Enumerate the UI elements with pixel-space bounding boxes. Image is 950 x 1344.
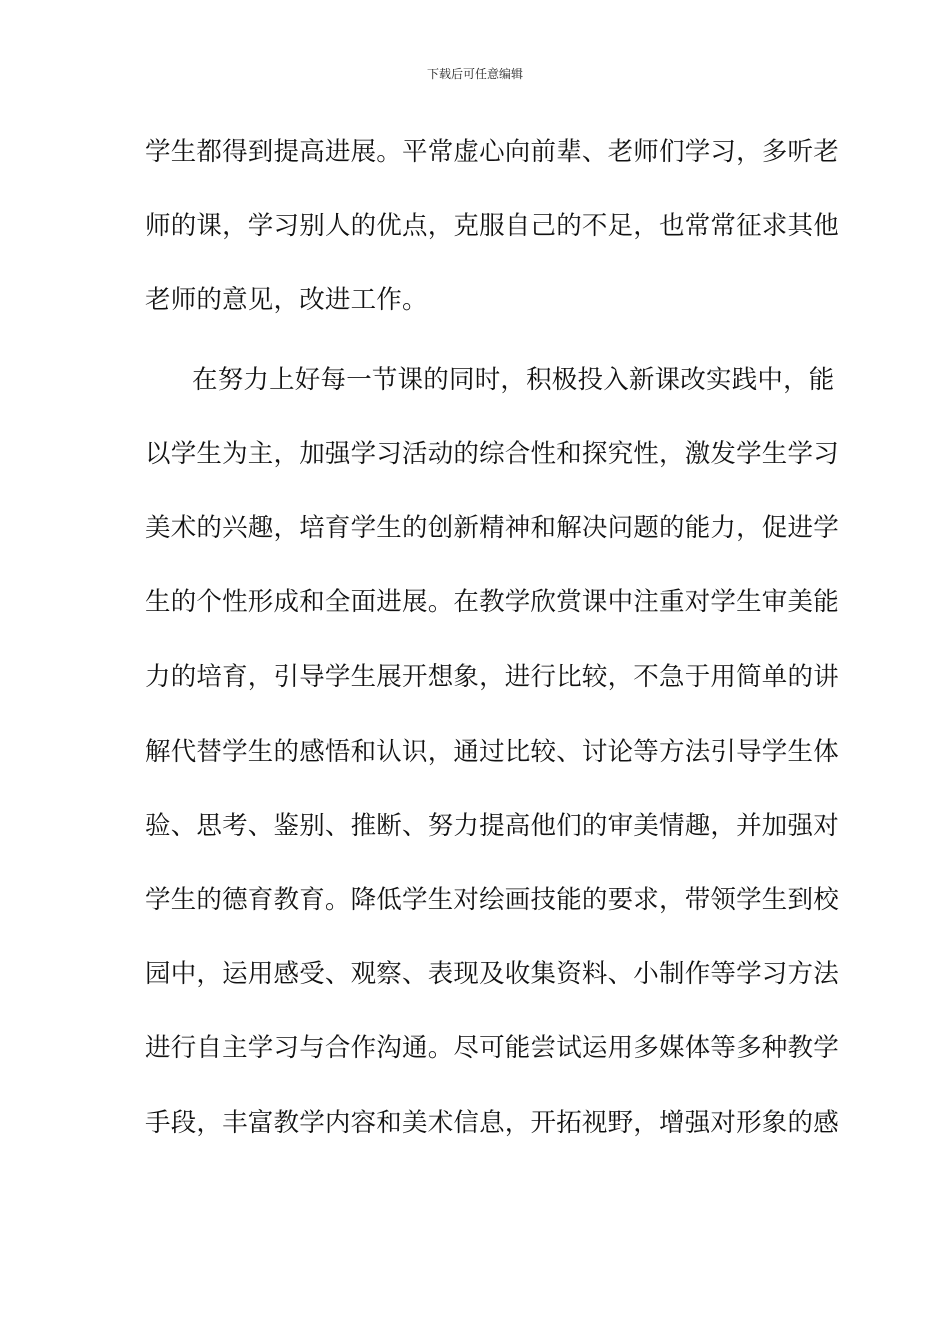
text-line: 师的课，学习别人的优点，克服自己的不足，也常常征求其他 [145,211,839,241]
text-line: 解代替学生的感悟和认识，通过比较、讨论等方法引导学生体 [145,737,839,767]
text-line: 验、思考、鉴别、推断、努力提高他们的审美情趣，并加强对 [145,811,839,841]
text-line: 学生的德育教育。降低学生对绘画技能的要求，带领学生到校 [145,885,839,915]
text-line: 学生都得到提高进展。平常虚心向前辈、老师们学习，多听老 [145,137,839,167]
paragraph-first-line: 在努力上好每一节课的同时，积极投入新课改实践中，能 [192,365,835,395]
text-line: 手段，丰富教学内容和美术信息，开拓视野，增强对形象的感 [145,1108,839,1138]
text-line: 进行自主学习与合作沟通。尽可能尝试运用多媒体等多种教学 [145,1033,839,1063]
text-line: 园中，运用感受、观察、表现及收集资料、小制作等学习方法 [145,959,839,989]
text-line: 力的培育，引导学生展开想象，进行比较，不急于用简单的讲 [145,662,839,692]
text-line: 美术的兴趣，培育学生的创新精神和解决问题的能力，促进学 [145,513,839,543]
text-line: 老师的意见，改进工作。 [145,285,428,315]
page-header: 下载后可任意编辑 [426,67,523,81]
text-line: 生的个性形成和全面进展。在教学欣赏课中注重对学生审美能 [145,587,839,617]
text-line: 以学生为主，加强学习活动的综合性和探究性，激发学生学习 [145,439,839,469]
